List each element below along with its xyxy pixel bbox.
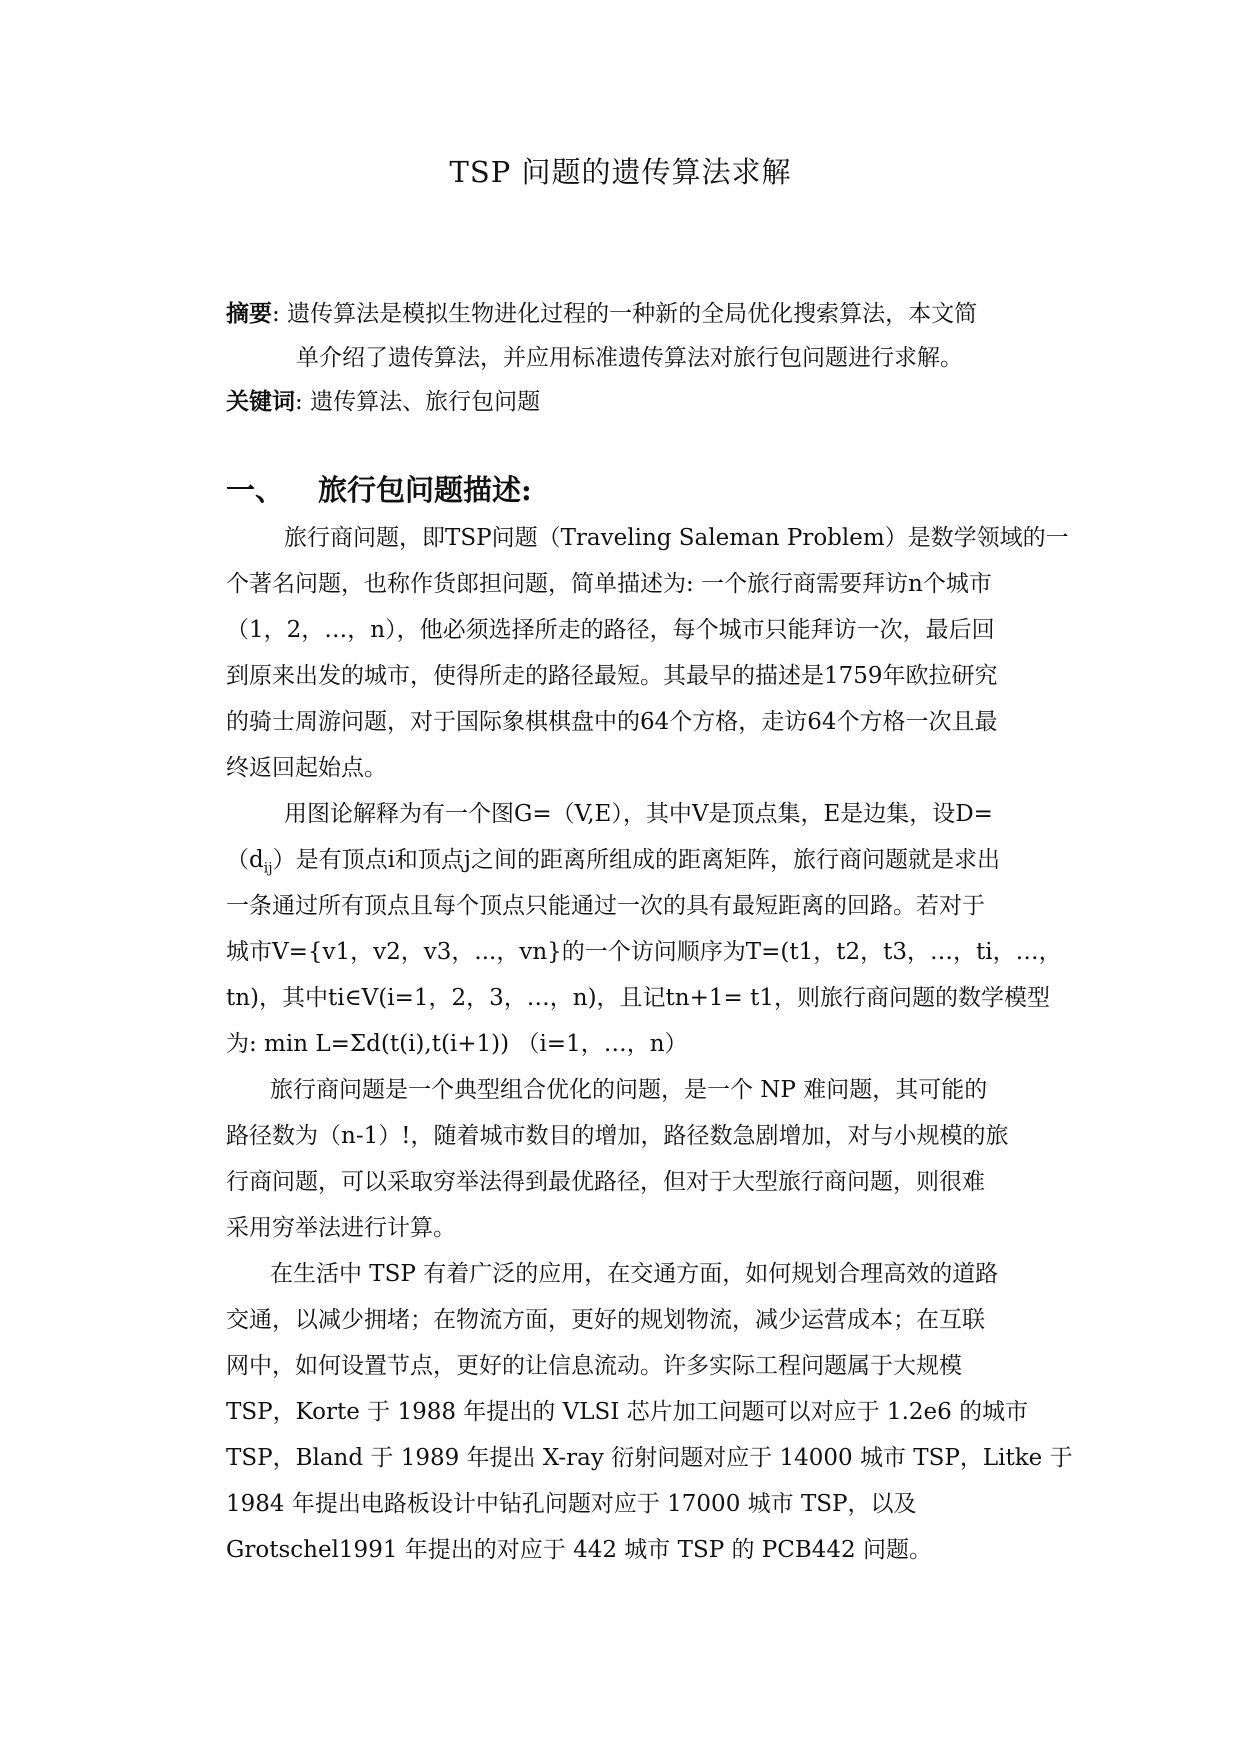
paragraph-1-line-6: 终返回起始点。 <box>226 755 387 781</box>
matrix-description: ）是有顶点i和顶点j之间的距离所组成的距离矩阵，旅行商问题就是求出 <box>272 847 1001 873</box>
paragraph-2-line-1: 用图论解释为有一个图G=（V,E），其中V是顶点集，E是边集，设D= <box>284 801 993 827</box>
keywords-sep: : <box>295 389 303 415</box>
paragraph-1-line-2: 个著名问题，也称作货郎担问题，简单描述为: 一个旅行商需要拜访n个城市 <box>226 571 992 597</box>
matrix-open: （d <box>226 847 264 873</box>
paragraph-2-line-6: 为: min L=Σd(t(i),t(i+1)) （i=1，…，n） <box>226 1031 688 1057</box>
paragraph-4-line-3: 网中，如何设置节点，更好的让信息流动。许多实际工程问题属于大规模 <box>226 1353 962 1379</box>
keywords-label: 关键词 <box>226 388 295 415</box>
section-number: 一、 <box>226 473 285 507</box>
keywords-line <box>226 386 540 418</box>
document-title: TSP 问题的遗传算法求解 <box>449 155 792 189</box>
paragraph-3-line-1: 旅行商问题是一个典型组合优化的问题，是一个 NP 难问题，其可能的 <box>270 1077 988 1103</box>
section-heading <box>226 470 532 510</box>
abstract-label: 摘要 <box>226 300 272 327</box>
paragraph-2-line-2 <box>226 844 1000 885</box>
paragraph-1-line-5: 的骑士周游问题，对于国际象棋棋盘中的64个方格，走访64个方格一次且最 <box>226 709 998 735</box>
paragraph-4-line-4: TSP，Korte 于 1988 年提出的 VLSI 芯片加工问题可以对应于 1.2e6 的城市 <box>226 1399 1029 1425</box>
paragraph-2-line-3: 一条通过所有顶点且每个顶点只能通过一次的具有最短距离的回路。若对于 <box>226 893 985 919</box>
paragraph-4-line-5: TSP，Bland 于 1989 年提出 X-ray 衍射问题对应于 14000 城市 TSP，Litke 于 <box>226 1445 1073 1471</box>
paragraph-2-line-5: tn)，其中ti∈V(i=1，2，3，…，n)，且记tn+1= t1，则旅行商问题的数学模型 <box>226 985 1050 1011</box>
matrix-subscript: ij <box>263 860 273 877</box>
abstract-text-1: 遗传算法是模拟生物进化过程的一种新的全局优化搜索算法，本文简 <box>287 301 978 327</box>
paragraph-1-line-4: 到原来出发的城市，使得所走的路径最短。其最早的描述是1759年欧拉研究 <box>226 663 998 689</box>
paragraph-4-line-2: 交通，以减少拥堵；在物流方面，更好的规划物流，减少运营成本；在互联 <box>226 1307 985 1333</box>
paragraph-3-line-4: 采用穷举法进行计算。 <box>226 1215 456 1241</box>
section-title: 旅行包问题描述: <box>318 473 532 507</box>
abstract-line-1 <box>226 298 977 330</box>
paragraph-4-line-1: 在生活中 TSP 有着广泛的应用，在交通方面，如何规划合理高效的道路 <box>270 1261 999 1287</box>
paragraph-1-line-3: （1，2，…，n），他必须选择所走的路径，每个城市只能拜访一次，最后回 <box>226 617 995 643</box>
abstract-sep: : <box>272 301 280 327</box>
paragraph-3-line-2: 路径数为（n-1）!，随着城市数目的增加，路径数急剧增加，对与小规模的旅 <box>226 1123 1009 1149</box>
keywords-text: 遗传算法、旅行包问题 <box>310 389 541 415</box>
paragraph-3-line-3: 行商问题，可以采取穷举法得到最优路径，但对于大型旅行商问题，则很难 <box>226 1169 985 1195</box>
abstract-line-2: 单介绍了遗传算法，并应用标准遗传算法对旅行包问题进行求解。 <box>296 345 963 371</box>
paragraph-1-line-1: 旅行商问题，即TSP问题（Traveling Saleman Problem）是数学领域的一 <box>284 525 1069 551</box>
paragraph-4-line-6: 1984 年提出电路板设计中钻孔问题对应于 17000 城市 TSP，以及 <box>226 1491 917 1517</box>
paragraph-4-line-7: Grotschel1991 年提出的对应于 442 城市 TSP 的 PCB442 问题。 <box>226 1537 932 1563</box>
paragraph-2-line-4: 城市V={v1，v2，v3，...，vn}的一个访问顺序为T=(t1，t2，t3，…，ti，…， <box>226 939 1062 965</box>
